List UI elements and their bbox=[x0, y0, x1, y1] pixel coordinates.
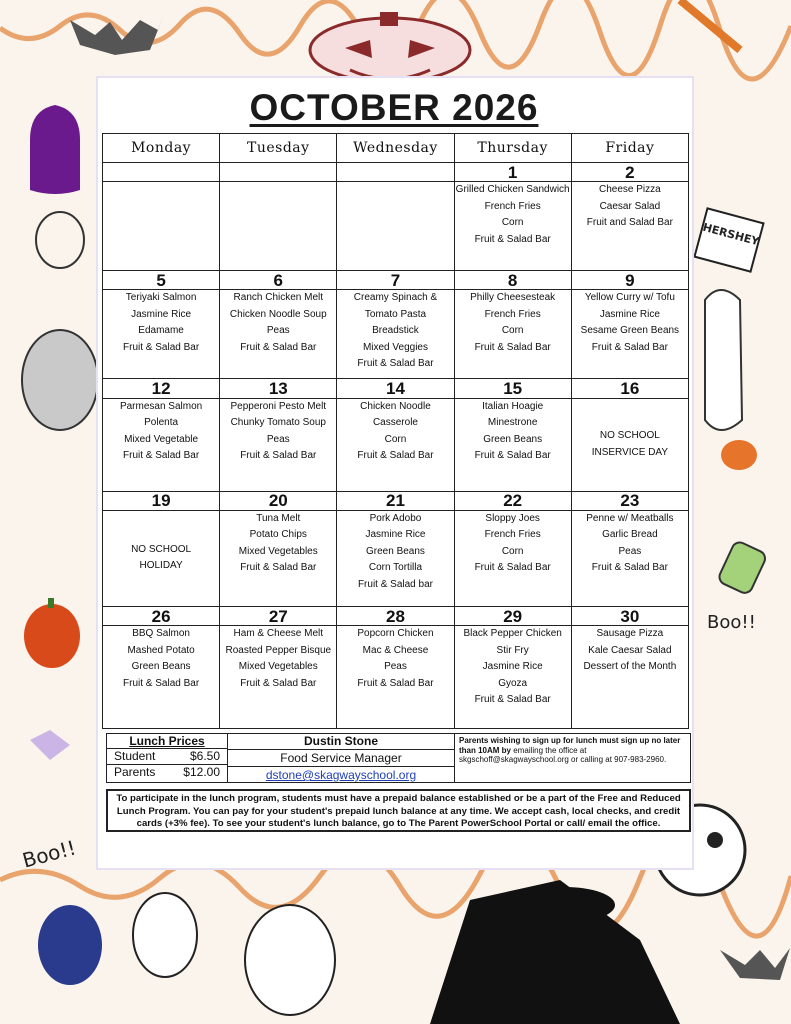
menu-cell bbox=[571, 182, 688, 271]
weekday-header-row bbox=[103, 134, 689, 163]
menu-item: Penne w/ Meatballs bbox=[586, 512, 674, 524]
boo-doodle-left: Boo!! bbox=[19, 835, 79, 873]
menu-item: Mashed Potato bbox=[127, 644, 195, 656]
signup-instructions bbox=[455, 734, 690, 782]
menu-item: Mixed Vegetables bbox=[238, 545, 318, 557]
price-row-parents bbox=[107, 765, 227, 780]
menu-item: Roasted Pepper Bisque bbox=[225, 644, 332, 656]
menu-item: Potato Chips bbox=[249, 529, 307, 541]
menu-item: HOLIDAY bbox=[139, 560, 183, 572]
menu-item: Chicken Noodle bbox=[360, 400, 431, 412]
menu-cell bbox=[103, 510, 220, 606]
menu-item: Minestrone bbox=[487, 417, 538, 429]
menu-item: Stir Fry bbox=[496, 644, 529, 656]
date-number: 21 bbox=[386, 491, 405, 511]
menu-item: Pork Adobo bbox=[369, 512, 422, 524]
date-cell bbox=[337, 491, 454, 510]
menu-item: Jasmine Rice bbox=[131, 308, 192, 320]
price-amount: $12.00 bbox=[183, 765, 220, 779]
date-cell bbox=[220, 607, 337, 626]
contact-role: Food Service Manager bbox=[228, 750, 454, 767]
menu-cell bbox=[571, 626, 688, 729]
menu-item: Ham & Cheese Melt bbox=[233, 628, 324, 640]
date-number: 28 bbox=[386, 606, 405, 626]
menu-item: Fruit & Salad bar bbox=[357, 578, 433, 590]
menu-item: Fruit & Salad Bar bbox=[474, 233, 551, 245]
menu-item: Teriyaki Salmon bbox=[125, 292, 197, 304]
menu-item: Fruit & Salad Bar bbox=[240, 562, 317, 574]
menu-row bbox=[103, 398, 689, 491]
date-cell bbox=[337, 163, 454, 182]
menu-item: Fruit & Salad Bar bbox=[357, 677, 434, 689]
menu-item: Corn bbox=[384, 433, 407, 445]
menu-row bbox=[103, 626, 689, 729]
menu-item: Jasmine Rice bbox=[599, 308, 660, 320]
menu-cell bbox=[103, 290, 220, 379]
menu-item: Dessert of the Month bbox=[583, 661, 677, 673]
info-bar bbox=[106, 733, 691, 783]
menu-item: French Fries bbox=[484, 529, 541, 541]
date-number-row bbox=[103, 491, 689, 510]
menu-item: Chicken Noodle Soup bbox=[229, 308, 327, 320]
menu-cell bbox=[220, 398, 337, 491]
menu-item: Fruit & Salad Bar bbox=[474, 341, 551, 353]
menu-item: Garlic Bread bbox=[602, 529, 658, 541]
menu-item: Black Pepper Chicken bbox=[463, 628, 562, 640]
menu-item: Sesame Green Beans bbox=[580, 325, 680, 337]
price-row-student bbox=[107, 749, 227, 765]
menu-cell bbox=[220, 182, 337, 271]
menu-cell bbox=[337, 182, 454, 271]
menu-item: Fruit & Salad Bar bbox=[240, 677, 317, 689]
menu-item: Peas bbox=[618, 545, 642, 557]
lunch-prices-heading: Lunch Prices bbox=[107, 734, 227, 749]
date-number: 16 bbox=[620, 379, 640, 399]
menu-cell bbox=[337, 626, 454, 729]
menu-item: Mixed Veggies bbox=[362, 341, 428, 353]
weekday-wednesday: Wednesday bbox=[337, 134, 454, 163]
date-cell bbox=[454, 163, 571, 182]
menu-item: Tuna Melt bbox=[256, 512, 301, 524]
date-cell bbox=[220, 379, 337, 398]
menu-item: Green Beans bbox=[131, 661, 191, 673]
menu-item: Fruit & Salad Bar bbox=[123, 341, 200, 353]
menu-item: Breadstick bbox=[372, 325, 419, 337]
menu-item: Peas bbox=[384, 661, 407, 673]
menu-cell bbox=[454, 290, 571, 379]
menu-item: Fruit & Salad Bar bbox=[240, 341, 317, 353]
date-cell bbox=[454, 379, 571, 398]
contact-email-link[interactable]: dstone@skagwayschool.org bbox=[265, 768, 417, 782]
date-number-row bbox=[103, 379, 689, 398]
price-amount: $6.50 bbox=[189, 749, 220, 763]
date-cell bbox=[220, 163, 337, 182]
menu-cell bbox=[571, 398, 688, 491]
menu-item: Cheese Pizza bbox=[599, 184, 661, 196]
menu-cell bbox=[220, 290, 337, 379]
menu-item: Corn bbox=[501, 545, 524, 557]
menu-cell bbox=[571, 290, 688, 379]
menu-cell bbox=[337, 510, 454, 606]
date-number: 14 bbox=[386, 379, 405, 399]
date-number: 22 bbox=[503, 491, 523, 511]
menu-item: French Fries bbox=[484, 308, 541, 320]
date-cell bbox=[103, 607, 220, 626]
menu-item: Edamame bbox=[138, 325, 184, 337]
menu-item: Green Beans bbox=[366, 545, 425, 557]
date-number: 8 bbox=[507, 270, 518, 290]
price-label: Parents bbox=[114, 765, 156, 779]
date-number: 29 bbox=[503, 606, 523, 626]
date-number-row bbox=[103, 163, 689, 182]
menu-item: Popcorn Chicken bbox=[357, 628, 434, 640]
menu-row bbox=[103, 510, 689, 606]
menu-item: Fruit & Salad Bar bbox=[591, 562, 668, 574]
menu-item: Tomato Pasta bbox=[364, 308, 427, 320]
date-number: 26 bbox=[151, 606, 171, 626]
calendar-body bbox=[103, 163, 689, 729]
date-cell bbox=[571, 379, 688, 398]
date-number: 20 bbox=[268, 491, 288, 511]
menu-item: Mac & Cheese bbox=[362, 644, 429, 656]
menu-item: Fruit & Salad Bar bbox=[240, 450, 317, 462]
menu-item: Fruit & Salad Bar bbox=[474, 562, 551, 574]
price-label: Student bbox=[114, 749, 156, 763]
date-cell bbox=[220, 270, 337, 289]
date-cell bbox=[454, 270, 571, 289]
menu-item: BBQ Salmon bbox=[132, 628, 190, 640]
date-number: 1 bbox=[507, 162, 518, 182]
menu-cell bbox=[337, 398, 454, 491]
menu-item: Fruit & Salad Bar bbox=[357, 450, 434, 462]
menu-item: Fruit & Salad Bar bbox=[123, 450, 200, 462]
date-cell bbox=[454, 491, 571, 510]
menu-item: Green Beans bbox=[483, 433, 543, 445]
hershey-doodle: HERSHEY bbox=[701, 220, 761, 249]
boo-doodle-right: Boo!! bbox=[707, 612, 756, 633]
date-cell bbox=[103, 270, 220, 289]
date-number: 5 bbox=[156, 270, 166, 290]
menu-item: French Fries bbox=[484, 200, 541, 212]
menu-item: Kale Caesar Salad bbox=[588, 644, 672, 656]
date-number: 6 bbox=[273, 270, 284, 290]
menu-cell bbox=[103, 626, 220, 729]
date-number: 27 bbox=[268, 606, 288, 626]
menu-item: Fruit & Salad Bar bbox=[474, 450, 551, 462]
menu-item: Gyoza bbox=[498, 677, 528, 689]
menu-item: Sausage Pizza bbox=[596, 628, 664, 640]
menu-item: Creamy Spinach & bbox=[353, 292, 438, 304]
menu-item: Polenta bbox=[144, 417, 179, 429]
date-cell bbox=[337, 379, 454, 398]
contact-info bbox=[228, 734, 455, 782]
menu-item: Fruit & Salad Bar bbox=[123, 677, 200, 689]
menu-cell bbox=[220, 510, 337, 606]
date-number-row bbox=[103, 607, 689, 626]
menu-cell bbox=[454, 398, 571, 491]
menu-item: Fruit & Salad Bar bbox=[591, 341, 668, 353]
menu-item: Italian Hoagie bbox=[482, 400, 544, 412]
weekday-monday: Monday bbox=[103, 134, 220, 163]
date-cell bbox=[103, 163, 220, 182]
date-cell bbox=[571, 163, 688, 182]
menu-item: Peas bbox=[266, 325, 290, 337]
date-cell bbox=[571, 270, 688, 289]
date-number: 19 bbox=[151, 491, 171, 511]
date-number: 9 bbox=[625, 270, 635, 290]
menu-item: Fruit & Salad Bar bbox=[474, 694, 551, 706]
menu-item: Corn bbox=[501, 217, 524, 229]
program-notice: To participate in the lunch program, students must have a prepaid balance established or be a part of the Free and Reduced Lunch Program. You can pay for your student's prepaid lunch balance at any time. We accept cash, local checks, and credit cards (+3% fee). To see your student's lunch balance, go to The Parent PowerSchool Portal or call/ email the office. bbox=[106, 789, 691, 832]
menu-row bbox=[103, 290, 689, 379]
date-cell bbox=[103, 491, 220, 510]
date-number: 2 bbox=[625, 162, 635, 182]
page-title: OCTOBER 2026 bbox=[249, 87, 539, 128]
date-number: 23 bbox=[620, 491, 640, 511]
date-cell bbox=[454, 607, 571, 626]
date-number: 7 bbox=[390, 270, 401, 290]
date-number: 15 bbox=[503, 379, 523, 399]
lunch-prices bbox=[107, 734, 228, 782]
menu-item: Yellow Curry w/ Tofu bbox=[584, 292, 675, 304]
menu-cell bbox=[220, 626, 337, 729]
menu-cell bbox=[454, 510, 571, 606]
date-number: 13 bbox=[268, 379, 288, 399]
lunch-calendar bbox=[102, 133, 689, 729]
menu-item: NO SCHOOL bbox=[599, 430, 660, 442]
menu-item: Sloppy Joes bbox=[485, 512, 540, 524]
date-number: 30 bbox=[620, 606, 640, 626]
menu-item: NO SCHOOL bbox=[131, 543, 192, 555]
menu-item: Jasmine Rice bbox=[365, 529, 426, 541]
menu-item: Caesar Salad bbox=[599, 200, 661, 212]
menu-item: INSERVICE DAY bbox=[591, 446, 669, 458]
signup-bold-text: Parents wishing to sign up for lunch must sign up no later than 10AM by bbox=[459, 736, 681, 755]
menu-item: Parmesan Salmon bbox=[119, 400, 203, 412]
date-cell bbox=[337, 270, 454, 289]
date-cell bbox=[103, 379, 220, 398]
menu-item: Pepperoni Pesto Melt bbox=[230, 400, 327, 412]
menu-cell bbox=[571, 510, 688, 606]
menu-cell bbox=[337, 290, 454, 379]
menu-item: Corn bbox=[501, 325, 524, 337]
menu-item: Mixed Vegetables bbox=[238, 661, 318, 673]
menu-cell bbox=[454, 182, 571, 271]
menu-item: Ranch Chicken Melt bbox=[233, 292, 324, 304]
menu-row bbox=[103, 182, 689, 271]
menu-item: Grilled Chicken Sandwich bbox=[455, 184, 570, 196]
date-cell bbox=[571, 491, 688, 510]
date-cell bbox=[220, 491, 337, 510]
menu-item: Peas bbox=[266, 433, 290, 445]
date-number-row bbox=[103, 270, 689, 289]
date-cell bbox=[571, 607, 688, 626]
menu-item: Chunky Tomato Soup bbox=[230, 417, 326, 429]
menu-item: Jasmine Rice bbox=[482, 661, 543, 673]
contact-name: Dustin Stone bbox=[228, 734, 454, 750]
weekday-friday: Friday bbox=[571, 134, 688, 163]
menu-cell bbox=[103, 398, 220, 491]
menu-cell bbox=[103, 182, 220, 271]
menu-item: Fruit and Salad Bar bbox=[586, 217, 673, 229]
weekday-tuesday: Tuesday bbox=[220, 134, 337, 163]
menu-item: Mixed Vegetable bbox=[124, 433, 199, 445]
menu-item: Philly Cheesesteak bbox=[470, 292, 556, 304]
signup-detail-text: emailing the office at skgschoff@skagwayschool.org or calling at 907-983-2960. bbox=[459, 745, 667, 764]
date-number: 12 bbox=[151, 379, 171, 399]
weekday-thursday: Thursday bbox=[454, 134, 571, 163]
menu-item: Fruit & Salad Bar bbox=[357, 358, 434, 370]
menu-item: Casserole bbox=[372, 417, 418, 429]
menu-cell bbox=[454, 626, 571, 729]
menu-item: Corn Tortilla bbox=[368, 562, 423, 574]
date-cell bbox=[337, 607, 454, 626]
